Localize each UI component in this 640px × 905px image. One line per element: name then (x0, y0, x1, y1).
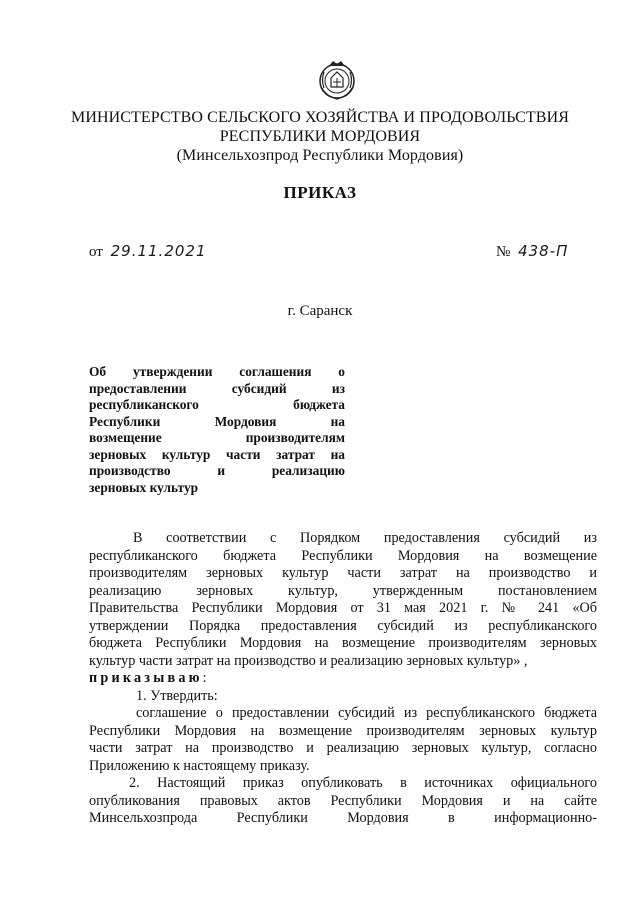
city-line: г. Саранск (287, 303, 353, 319)
body-line: культур части затрат на производство и реализацию зерновых культур» , (89, 652, 528, 669)
subject-line: Республики Мордовия на (89, 413, 345, 429)
mordovia-coat-of-arms-icon (316, 58, 358, 102)
body-line: Правительства Республики Мордовия от 31 мая 2021 г. № 241 «Об (89, 600, 597, 616)
ministry-name-line2: РЕСПУБЛИКИ МОРДОВИЯ (219, 128, 421, 145)
order-number (496, 242, 568, 261)
order-body (89, 530, 597, 828)
subject-line: Об утверждении соглашения о (89, 364, 345, 379)
ministry-name-line1: МИНИСТЕРСТВО СЕЛЬСКОГО ХОЗЯЙСТВА И ПРОДОВОЛЬСТВИЯ (71, 109, 569, 126)
date-prefix: от (89, 244, 103, 260)
subject-line: возмещение производителям (89, 430, 345, 445)
body-line: соглашение о предоставлении субсидий из республиканского бюджета (136, 705, 597, 721)
order-date (89, 242, 207, 261)
body-line: реализацию зерновых культур, утвержденным постановлением (89, 582, 597, 599)
ministry-heading (0, 108, 640, 165)
body-line: бюджета Республики Мордовия на возмещение производителям зерновых (89, 635, 597, 651)
prikazyvayu-word: приказываю (89, 670, 203, 686)
item1-heading: 1. Утвердить: (136, 687, 218, 704)
body-line: республиканского бюджета Республики Мордовия на возмещение (89, 547, 597, 564)
body-line: опубликования правовых актов Республики Мордовия и на сайте (89, 792, 597, 809)
document-type-title: ПРИКАЗ (283, 183, 357, 202)
subject-line: зерновых культур (89, 479, 199, 495)
prikazyvayu-line: приказываю: (89, 670, 207, 686)
body-line: В соответствии с Порядком предоставления субсидий из (133, 530, 597, 546)
subject-line: производство и реализацию (89, 463, 345, 478)
preamble-paragraph (89, 530, 597, 670)
subject-line: предоставлении субсидий из (89, 380, 345, 396)
body-line: Приложению к настоящему приказу. (89, 757, 310, 774)
date-value: 29.11.2021 (110, 242, 207, 260)
body-line: Республики Мордовия на возмещение производителям зерновых культур (89, 722, 597, 739)
subject-line: зерновых культур части затрат на (89, 446, 345, 462)
item1-text (89, 705, 597, 775)
body-line: утверждении Порядка предоставления субсидий из республиканского (89, 617, 597, 634)
body-line: Минсельхозпрода Республики Мордовия в информационно- (89, 810, 597, 826)
body-line: 2. Настоящий приказ опубликовать в источниках официального (129, 775, 597, 791)
number-value: 438-П (518, 242, 569, 260)
subject-line: республиканского бюджета (89, 397, 345, 412)
item2-text (89, 775, 597, 828)
number-prefix: № (496, 244, 511, 260)
order-subject (89, 364, 345, 496)
body-line: части затрат на производство и реализацию зерновых культур, согласно (89, 740, 597, 756)
body-line: производителям зерновых культур части затрат на производство и (89, 565, 597, 581)
ministry-short-name: (Минсельхозпрод Республики Мордовия) (176, 147, 464, 164)
